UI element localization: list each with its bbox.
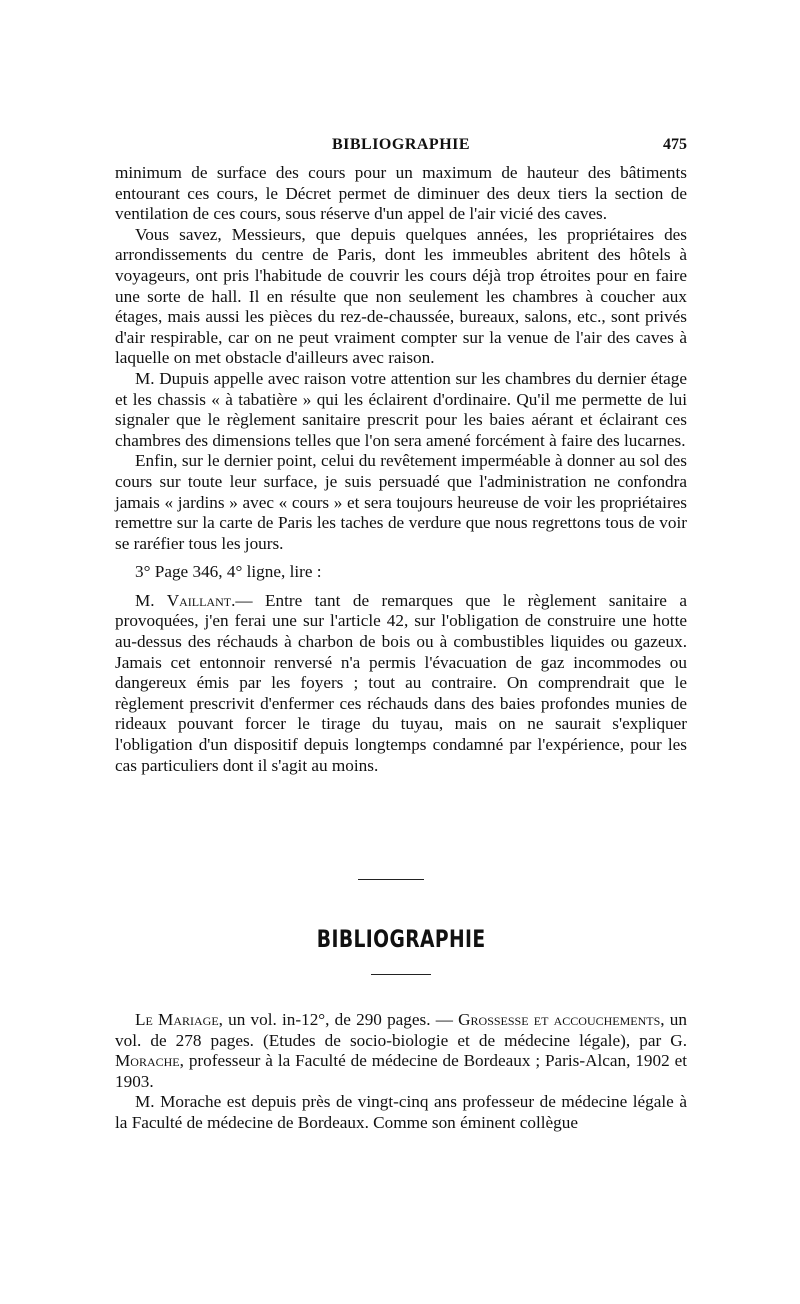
book-title-2: Grossesse et accouchements (458, 1010, 661, 1029)
speaker-text: — Entre tant de remarques que le règlement sanitaire a provoquées, j'en ferai une sur l'article 42, sur l'obligation de construire une hotte au-dessus des réchauds à charbon de bois ou à combustibles liquides ou gazeux. Jamais cet entonnoir renversé n'a permis l'évacuation de gaz incommodes ou dangereux émis par les foyers ; tout au contraire. On comprendrait que le règlement prescrivit d'enfermer ces réchauds dans des baies profondes munies de rideaux pouvant forcer le tirage du tuyau, mais on ne saurait s'expliquer l'obligation d'un dispositif depuis longtemps condamné par l'expérience, pour les cas particuliers dont il s'agit au moins. (115, 590, 687, 775)
running-header (115, 136, 687, 160)
paragraph-correction: 3° Page 346, 4° ligne, lire : (135, 562, 322, 582)
paragraph-review: M. Morache est depuis près de vingt-cinq ans professeur de médecine légale à la Faculté de médecine de Bordeaux. Comme son éminent collègue (115, 1092, 687, 1132)
entry-text-1: , un vol. in-12°, de 290 pages. — (218, 1010, 459, 1029)
bibliography-entry (115, 1010, 687, 1092)
section-divider (358, 879, 424, 880)
section-heading-text: BIBLIOGRAPHIE (316, 925, 486, 953)
book-title-1: Le Mariage (135, 1010, 219, 1029)
paragraph-vaillant (115, 591, 687, 776)
entry-text-2: , un vol. de 278 pages. (Etudes de socio-biologie et de médecine légale), par G. (115, 1010, 687, 1050)
entry-text-3: , professeur à la Faculté de médecine de Bordeaux ; Paris-Alcan, 1902 et 1903. (115, 1051, 687, 1091)
page-number: 475 (663, 136, 687, 153)
heading-underline (371, 974, 431, 975)
body-text (115, 163, 687, 776)
section-heading (115, 925, 687, 953)
author-name: Morache (115, 1051, 180, 1071)
running-title: BIBLIOGRAPHIE (331, 136, 471, 153)
speaker-name: M. Vaillant. (135, 590, 236, 610)
paragraph-hotels: Vous savez, Messieurs, que depuis quelques années, les propriétaires des arrondissements du centre de Paris, dont les immeubles abritent des hôtels à voyageurs, ont pris l'habitude de couvrir les cours déjà trop étroites pour en faire une sorte de hall. Il en résulte que non seulement les chambres à coucher aux étages, mais aussi les pièces du rez-de-chaussée, bureaux, salons, etc., sont privés d'air respirable, car on ne peut vraiment compter sur la venue de l'air des caves à laquelle on met obstacle d'ailleurs avec raison. (115, 224, 687, 368)
paragraph-revetement: Enfin, sur le dernier point, celui du revêtement imperméable à donner au sol des cours sur toute leur surface, je suis persuadé que l'administration ne confondra jamais « jardins » avec « cours » et sera toujours heureuse de voir les propriétaires remettre sur la carte de Paris les taches de verdure que nous regrettons tous de voir se raréfier tous les jours. (115, 451, 687, 553)
bibliography-text (115, 1010, 687, 1134)
paragraph-dupuis: M. Dupuis appelle avec raison votre attention sur les chambres du dernier étage et les chassis « à tabatière » qui les éclairent d'ordinaire. Qu'il me permette de lui signaler que le règlement sanitaire prescrit pour les baies aérant et éclairant ces chambres des dimensions telles que l'on sera amené forcément à faire des lucarnes. (115, 368, 687, 450)
paragraph-continuation: minimum de surface des cours pour un maximum de hauteur des bâtiments entourant ces cours, le Décret permet de diminuer des deux tiers la section de ventilation de ces cours, sous réserve d'un appel de l'air vicié des caves. (115, 163, 687, 224)
